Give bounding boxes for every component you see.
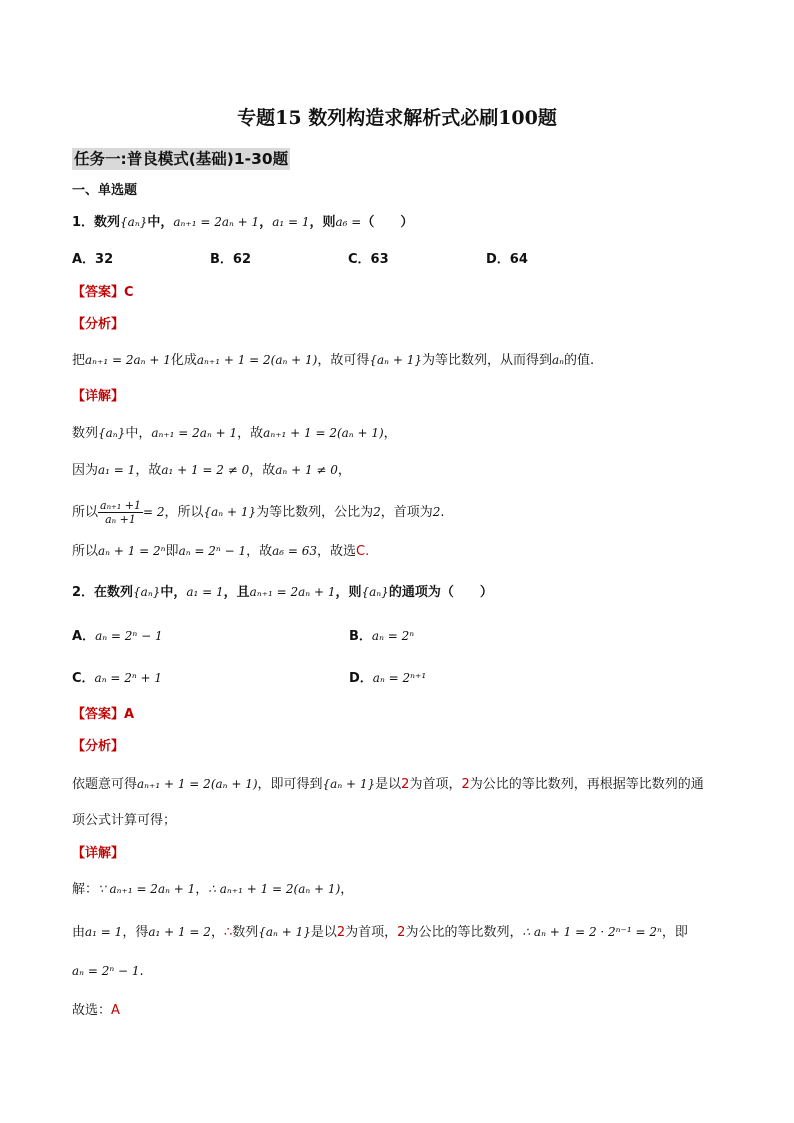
q2-analysis-line-2: 项公式计算可得； — [72, 813, 177, 828]
page-title: 专题15 数列构造求解析式必刷100题 — [237, 107, 557, 129]
q2-option-b: B．aₙ = 2ⁿ — [349, 629, 415, 644]
q2-detail-line-3: aₙ = 2ⁿ − 1. — [72, 964, 144, 979]
q1-option-b: B．62 — [210, 252, 251, 267]
q2-option-a: A．aₙ = 2ⁿ − 1 — [72, 629, 163, 644]
q2-option-d: D．aₙ = 2ⁿ⁺¹ — [349, 671, 427, 686]
q1-detail-line-3: 所以 $\frac{\text{aₙ₊₁ +1}}{\text{aₙ +1}}$ = 2，所以{aₙ + 1}为等比数列，公比为2，首项为2. — [72, 499, 445, 526]
q1-option-c: C．63 — [348, 252, 389, 267]
q1-detail-line-1: 数列{aₙ}中，aₙ₊₁ = 2aₙ + 1，故aₙ₊₁ + 1 = 2(aₙ + 1)， — [72, 426, 397, 441]
q1-option-a: A．32 — [72, 252, 114, 267]
q2-detail-line-1: 解：∵ aₙ₊₁ = 2aₙ + 1，∴ aₙ₊₁ + 1 = 2(aₙ + 1)， — [72, 882, 354, 897]
q1-detail-line-2: 因为a₁ = 1，故a₁ + 1 = 2 ≠ 0，故aₙ + 1 ≠ 0， — [72, 463, 351, 478]
q1-detail-tag: 【详解】 — [72, 389, 125, 404]
task-header: 任务一:普良模式(基础)1-30题 — [74, 150, 289, 168]
q1-detail-line-4: 所以aₙ + 1 = 2ⁿ即aₙ = 2ⁿ − 1，故a₆ = 63，故选C. — [72, 544, 370, 559]
q2-conclusion: 故选：A — [72, 1003, 120, 1018]
q1-answer: 【答案】C — [72, 285, 134, 300]
question-1-stem: 1．数列{aₙ}中，aₙ₊₁ = 2aₙ + 1，a₁ = 1，则a₆ =（ ） — [72, 215, 414, 230]
q1-analysis-tag: 【分析】 — [72, 317, 125, 332]
question-2-stem: 2．在数列{aₙ}中，a₁ = 1，且aₙ₊₁ = 2aₙ + 1，则{aₙ}的通项为（ ） — [72, 585, 493, 600]
q2-analysis-tag: 【分析】 — [72, 739, 125, 754]
q1-option-d: D．64 — [486, 252, 528, 267]
q2-detail-tag: 【详解】 — [72, 846, 125, 861]
q1-analysis-text: 把aₙ₊₁ = 2aₙ + 1化成aₙ₊₁ + 1 = 2(aₙ + 1)，故可得{aₙ + 1}为等比数列，从而得到aₙ的值. — [72, 353, 595, 368]
q2-detail-line-2: 由a₁ = 1，得a₁ + 1 = 2，∴数列{aₙ + 1}是以2为首项，2为公比的等比数列，∴ aₙ + 1 = 2 · 2ⁿ⁻¹ = 2ⁿ，即 — [72, 925, 688, 940]
q2-analysis-line-1: 依题意可得aₙ₊₁ + 1 = 2(aₙ + 1)，即可得到{aₙ + 1}是以2为首项，2为公比的等比数列，再根据等比数列的通 — [72, 777, 704, 792]
q2-answer: 【答案】A — [72, 707, 135, 722]
q2-option-c: C．aₙ = 2ⁿ + 1 — [72, 671, 163, 686]
ratio-fraction: $\frac{\text{aₙ₊₁ +1}}{\text{aₙ +1}}$ — [100, 499, 141, 526]
section-heading: 一、单选题 — [72, 183, 138, 198]
